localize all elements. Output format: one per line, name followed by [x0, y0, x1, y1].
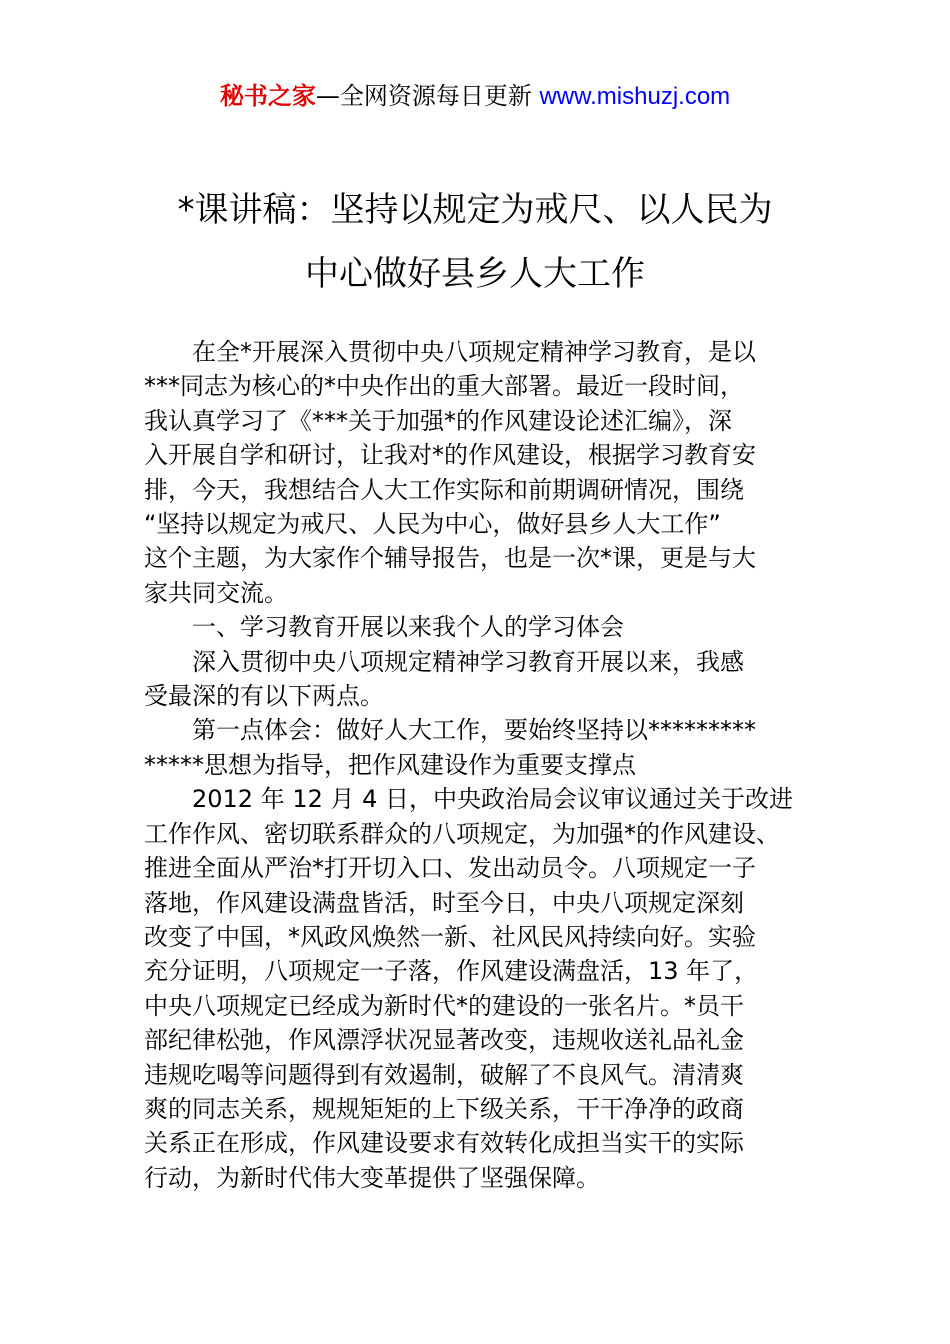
paragraph-line: *****思想为指导，把作风建设作为重要支撑点 [144, 750, 636, 779]
paragraph-line: 改变了中国，*风政风焕然一新、社风民风持续向好。实验 [144, 922, 756, 951]
site-url-link[interactable]: www.mishuzj.com [539, 83, 731, 110]
paragraph-line: 推进全面从严治*打开切入口、发出动员令。八项规定一子 [144, 854, 756, 883]
paragraph-line: 中央八项规定已经成为新时代*的建设的一张名片。*员干 [144, 991, 744, 1020]
paragraph-line: 充分证明，八项规定一子落，作风建设满盘活，13 年了， [144, 957, 759, 986]
title-line-2: 中心做好县乡人大工作 [305, 254, 645, 294]
paragraph-line: 受最深的有以下两点。 [144, 682, 384, 711]
title-line-1: *课讲稿：坚持以规定为戒尺、以人民为 [177, 190, 773, 230]
site-header [0, 80, 950, 113]
paragraph-line: 我认真学习了《***关于加强*的作风建设论述汇编》，深 [144, 406, 732, 435]
paragraph-line: 家共同交流。 [144, 578, 288, 607]
paragraph-line: 2012 年 12 月 4 日，中央政治局会议审议通过关于改进 [192, 785, 794, 814]
paragraph-line: 这个主题，为大家作个辅导报告，也是一次*课，更是与大 [144, 544, 756, 573]
paragraph-line: 深入贯彻中央八项规定精神学习教育开展以来，我感 [192, 647, 744, 676]
paragraph [144, 782, 807, 1195]
paragraph-line: 违规吃喝等问题得到有效遏制，破解了不良风气。清清爽 [144, 1060, 744, 1089]
paragraph-line: 行动，为新时代伟大变革提供了坚强保障。 [144, 1163, 600, 1192]
paragraph [144, 335, 807, 610]
site-brand: 秘书之家 [219, 82, 316, 110]
paragraph-line: 在全*开展深入贯彻中央八项规定精神学习教育，是以 [192, 338, 756, 366]
paragraph-line: 一、学习教育开展以来我个人的学习体会 [192, 613, 624, 642]
document-body [144, 335, 807, 1195]
paragraph-line: 落地，作风建设满盘皆活，时至今日，中央八项规定深刻 [144, 888, 744, 917]
paragraph-line: 工作作风、密切联系群众的八项规定，为加强*的作风建设、 [144, 819, 780, 848]
paragraph-line: 部纪律松弛，作风漂浮状况显著改变，违规收送礼品礼金 [144, 1026, 744, 1055]
paragraph [144, 645, 807, 714]
document-title [0, 178, 950, 306]
paragraph-line: “坚持以规定为戒尺、人民为中心，做好县乡人大工作” [144, 510, 721, 539]
paragraph-line: 第一点体会：做好人大工作，要始终坚持以********* [192, 716, 756, 745]
paragraph [144, 713, 807, 782]
paragraph-line: 爽的同志关系，规规矩矩的上下级关系，干干净净的政商 [144, 1094, 744, 1123]
paragraph-line: 关系正在形成，作风建设要求有效转化成担当实干的实际 [144, 1129, 744, 1158]
site-tagline: —全网资源每日更新 [315, 82, 540, 110]
paragraph-line: 入开展自学和研讨，让我对*的作风建设，根据学习教育安 [144, 441, 756, 470]
paragraph [144, 610, 807, 644]
paragraph-line: 排，今天，我想结合人大工作实际和前期调研情况，围绕 [144, 475, 744, 504]
paragraph-line: ***同志为核心的*中央作出的重大部署。最近一段时间， [144, 372, 744, 401]
